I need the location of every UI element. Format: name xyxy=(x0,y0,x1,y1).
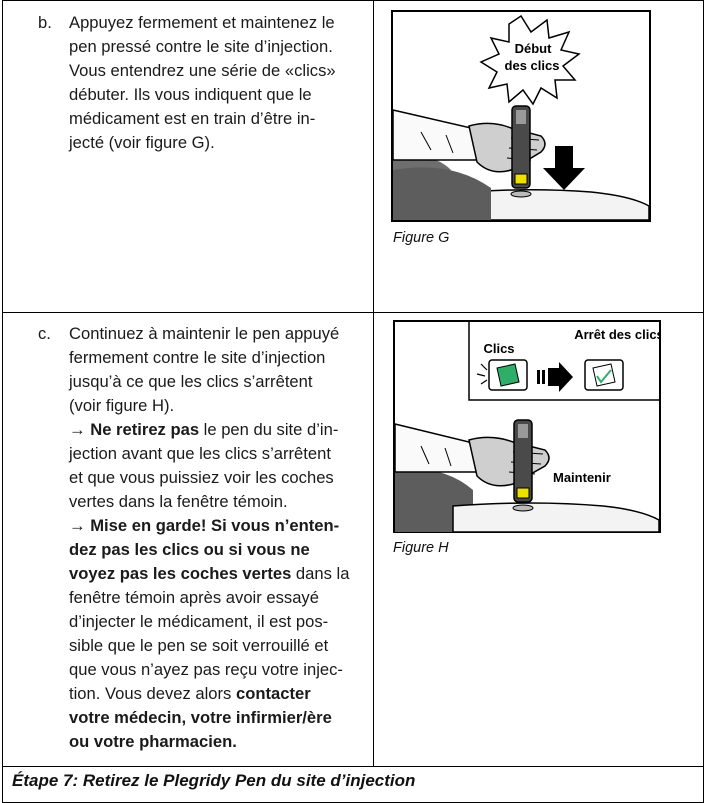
text-line xyxy=(69,370,371,394)
text-segment: Continuez à maintenir le pen appuyé xyxy=(69,324,340,343)
text-line: pen pressé contre le site d’injection. xyxy=(69,37,333,56)
bold-text: contacter xyxy=(235,684,311,703)
text-segment: et que vous puissiez voir les coches xyxy=(69,468,334,487)
text-line xyxy=(69,394,371,418)
text-line xyxy=(69,562,371,586)
text-segment: jusqu’à ce que les clics s’arrêtent xyxy=(69,372,313,391)
figure-h-illustration xyxy=(393,320,661,533)
text-line: jecté (voir figure G). xyxy=(69,133,215,152)
text-line xyxy=(69,466,371,490)
text-segment: → xyxy=(69,420,91,439)
figure-g xyxy=(391,10,651,222)
text-segment: tion. Vous devez alors xyxy=(69,684,236,703)
text-line xyxy=(69,442,371,466)
text-line xyxy=(69,658,371,682)
bold-text: dez pas les clics ou si vous ne xyxy=(69,540,310,559)
table-row-divider xyxy=(2,312,704,313)
bold-text: ou votre pharmacien. xyxy=(69,732,237,751)
table-border-right xyxy=(703,0,704,803)
burst-label-2: des clics xyxy=(504,58,560,73)
text-segment: fenêtre témoin après avoir essayé xyxy=(69,588,319,607)
table-row-divider xyxy=(2,766,704,767)
text-segment: vertes dans la fenêtre témoin. xyxy=(69,492,288,511)
text-segment: que vous n’ayez pas reçu votre injec- xyxy=(69,660,343,679)
text-line: débuter. Ils vous indiquent que le xyxy=(69,85,312,104)
text-segment: jection avant que les clics s’arrêtent xyxy=(69,444,331,463)
text-segment: → xyxy=(69,516,91,535)
text-line: Appuyez fermement et maintenez le xyxy=(69,13,335,32)
burst-label-1: Début xyxy=(514,41,552,56)
text-segment: (voir figure H). xyxy=(69,396,175,415)
text-line xyxy=(69,538,371,562)
hold-label: Maintenir xyxy=(553,470,611,485)
text-line xyxy=(69,322,371,346)
text-line xyxy=(69,586,371,610)
text-line xyxy=(69,730,371,754)
text-segment: dans la xyxy=(291,564,350,583)
text-line xyxy=(69,418,371,442)
text-segment: le pen du site d’in- xyxy=(199,420,339,439)
figure-h-caption: Figure H xyxy=(393,540,449,556)
table-border-left xyxy=(2,0,3,803)
text-line: Vous entendrez une série de «clics» xyxy=(69,61,336,80)
text-line xyxy=(69,634,371,658)
step-7-heading: Étape 7: Retirez le Plegridy Pen du site d’injection xyxy=(12,771,416,790)
bold-text: voyez pas les coches vertes xyxy=(69,564,292,583)
figure-g-illustration xyxy=(391,10,651,222)
text-segment: d’injecter le médicament, il est pos- xyxy=(69,612,329,631)
instruction-table xyxy=(2,0,704,803)
figure-g-caption: Figure G xyxy=(393,230,450,246)
bold-text: Mise en garde! Si vous n’enten- xyxy=(90,516,340,535)
text-line xyxy=(69,490,371,514)
clics-label: Clics xyxy=(483,341,515,356)
step-c-text xyxy=(69,322,371,754)
text-line xyxy=(69,346,371,370)
text-line xyxy=(69,610,371,634)
bold-text: Ne retirez pas xyxy=(90,420,200,439)
text-line xyxy=(69,514,371,538)
bold-text: votre médecin, votre infirmier/ère xyxy=(69,708,332,727)
step-b-text xyxy=(69,11,369,155)
text-line xyxy=(69,706,371,730)
step-marker-c: c. xyxy=(38,324,51,343)
text-line: médicament est en train d’être in- xyxy=(69,109,316,128)
step-marker-b: b. xyxy=(38,13,52,32)
text-segment: sible que le pen se soit verrouillé et xyxy=(69,636,329,655)
stop-clicks-label: Arrêt des clics xyxy=(574,327,661,342)
text-line xyxy=(69,682,371,706)
figure-h xyxy=(393,320,661,533)
table-column-divider xyxy=(373,0,374,766)
table-border-top xyxy=(2,0,704,1)
text-segment: fermement contre le site d’injection xyxy=(69,348,326,367)
